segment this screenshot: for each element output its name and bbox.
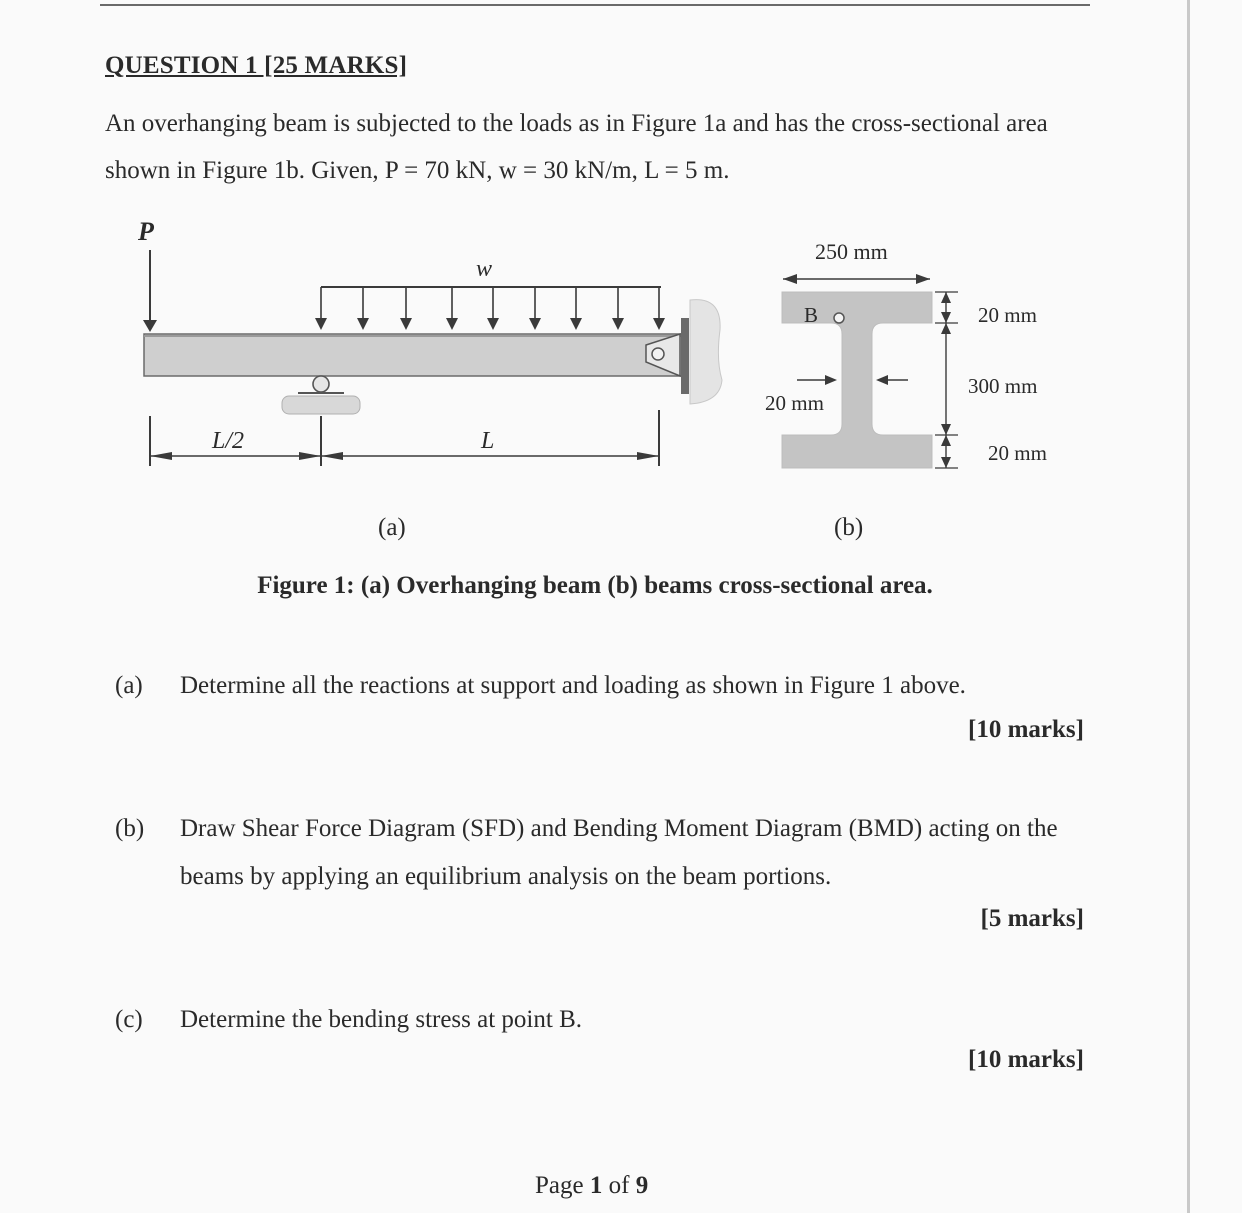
- part-b-label: (b): [115, 815, 145, 842]
- part-b-text-line-2: beams by applying an equilibrium analysis on the beam portions.: [180, 863, 832, 890]
- of-word: of: [608, 1172, 630, 1199]
- part-c-text: Determine the bending stress at point B.: [180, 1006, 583, 1033]
- flange-top-label: 20 mm: [978, 303, 1037, 327]
- part-c-marks: [10 marks]: [968, 1046, 1084, 1073]
- part-c: [0, 996, 1242, 1046]
- page-number: 1: [589, 1172, 603, 1199]
- cross-section-diagram: [765, 239, 1047, 541]
- web-label: 20 mm: [765, 391, 824, 415]
- part-c-label: (c): [115, 1006, 143, 1033]
- part-b-text: [180, 805, 1100, 901]
- dim-full-label: L: [481, 428, 495, 454]
- question-title: QUESTION 1 [25 MARKS]: [105, 52, 408, 79]
- part-a: [0, 662, 1242, 712]
- page-word: Page: [535, 1172, 584, 1199]
- depth-label: 300 mm: [968, 374, 1038, 398]
- load-w-label: w: [476, 256, 493, 282]
- point-b-marker: [834, 313, 844, 323]
- subfigure-b-label: (b): [834, 514, 864, 541]
- part-b-marks: [5 marks]: [980, 905, 1084, 932]
- intro-line-1: An overhanging beam is subjected to the loads as in Figure 1a and has the cross-sectional area: [105, 110, 1048, 137]
- subfigure-a-label: (a): [378, 514, 406, 541]
- beam-body: [144, 334, 684, 376]
- page-total: 9: [635, 1172, 649, 1199]
- load-p-label: P: [138, 217, 154, 246]
- intro-line-2: shown in Figure 1b. Given, P = 70 kN, w = 30 kN/m, L = 5 m.: [105, 157, 730, 184]
- load-p-arrowhead: [143, 320, 157, 332]
- point-b-label: B: [804, 303, 819, 327]
- flange-bottom-label: 20 mm: [988, 441, 1047, 465]
- udl-arrows: [315, 287, 665, 330]
- beam-diagram: [137, 217, 722, 541]
- part-a-label: (a): [115, 672, 143, 699]
- part-b: [0, 805, 1242, 905]
- figure-caption: Figure 1: (a) Overhanging beam (b) beams cross-sectional area.: [257, 572, 933, 599]
- dim-half-label: L/2: [212, 428, 245, 454]
- pin-wall-support: [646, 300, 722, 404]
- part-a-text: Determine all the reactions at support and loading as shown in Figure 1 above.: [180, 672, 966, 699]
- page-footer: [535, 1172, 648, 1200]
- part-b-text-line-1: Draw Shear Force Diagram (SFD) and Bending Moment Diagram (BMD) acting on the: [180, 815, 1058, 842]
- section-width-label: 250 mm: [815, 239, 888, 264]
- part-a-marks: [10 marks]: [968, 716, 1084, 743]
- roller-support: [282, 376, 360, 414]
- section-vertical-dimensions: [935, 292, 958, 468]
